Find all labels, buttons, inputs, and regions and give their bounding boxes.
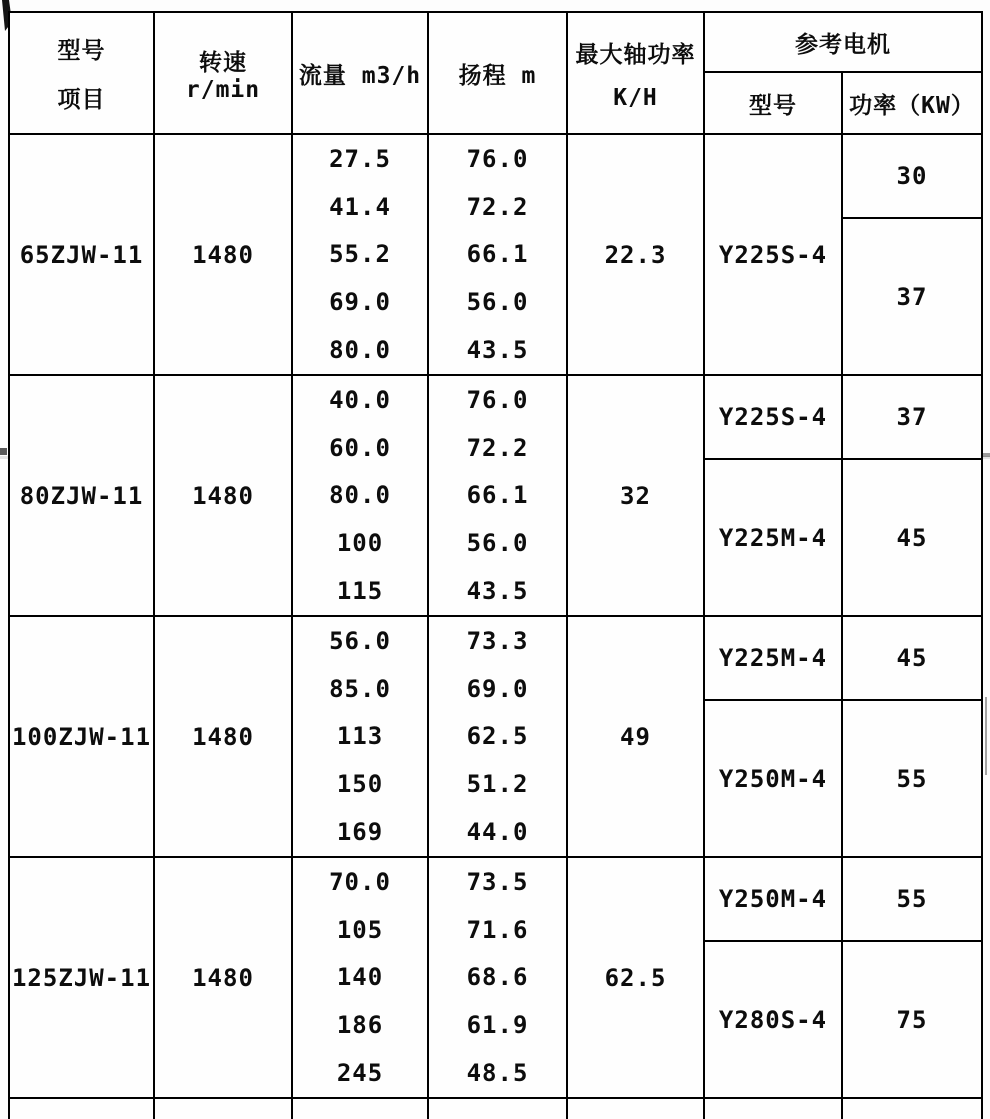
motor-power-cell	[843, 1099, 983, 1119]
head-value: 71.6	[466, 915, 529, 944]
motor-power-value: 55	[843, 858, 981, 942]
motor-model-cell	[705, 858, 843, 1097]
motor-model-value: Y250M-4	[705, 858, 841, 942]
head-list	[429, 376, 568, 615]
head-value: 43.5	[466, 577, 529, 606]
head-value: 73.5	[466, 867, 529, 896]
head-value: 66.1	[466, 240, 529, 269]
pump-group-row	[10, 376, 983, 617]
pump-model: 125ZJW-11	[10, 858, 155, 1097]
header-head: 扬程 m	[429, 13, 568, 135]
scan-dash-left	[0, 448, 7, 455]
flow-value: 69.0	[329, 288, 391, 317]
pump-group-row-partial	[10, 1099, 983, 1119]
flow-list	[293, 858, 429, 1097]
motor-model-value: Y225M-4	[718, 523, 828, 552]
head-value: 66.1	[466, 481, 529, 510]
max-power: 62.5	[568, 858, 705, 1097]
head-value: 76.0	[466, 144, 529, 173]
flow-value: 27.5	[329, 144, 391, 173]
head-list	[429, 1099, 568, 1119]
flow-value: 60.0	[329, 433, 391, 462]
speed: 1480	[155, 135, 293, 374]
header-max-power	[568, 13, 705, 135]
table-body	[10, 135, 983, 1119]
head-value: 62.5	[466, 722, 529, 751]
flow-list	[293, 617, 429, 856]
motor-model-cell	[705, 617, 843, 856]
flow-list	[293, 135, 429, 374]
pump-group-row	[10, 617, 983, 858]
motor-power-cell	[843, 858, 983, 1097]
flow-value: 245	[336, 1059, 384, 1088]
max-power: 22.3	[568, 135, 705, 374]
head-value: 72.2	[466, 192, 529, 221]
motor-power-value: 37	[896, 282, 928, 311]
scan-streak-vertical	[985, 697, 987, 775]
motor-power-cell	[843, 617, 983, 856]
head-value: 61.9	[466, 1011, 529, 1040]
flow-value: 100	[336, 529, 384, 558]
speed	[155, 1099, 293, 1119]
flow-value: 55.2	[329, 240, 391, 269]
flow-value: 85.0	[329, 674, 391, 703]
max-power: 32	[568, 376, 705, 615]
flow-value: 105	[336, 915, 384, 944]
flow-list	[293, 1099, 429, 1119]
motor-power-value: 55	[896, 764, 928, 793]
max-power: 49	[568, 617, 705, 856]
header-motor-power: 功率（KW）	[843, 73, 983, 135]
pump-spec-table	[8, 11, 983, 1119]
head-value: 44.0	[466, 818, 529, 847]
head-value: 48.5	[466, 1059, 529, 1088]
pump-group-row	[10, 135, 983, 376]
header-ref-motor-block	[705, 13, 983, 135]
head-value: 76.0	[466, 385, 529, 414]
head-value: 56.0	[466, 288, 529, 317]
speed: 1480	[155, 617, 293, 856]
flow-value: 56.0	[329, 626, 391, 655]
pump-group-row	[10, 858, 983, 1099]
motor-model-value: Y250M-4	[718, 764, 828, 793]
header-flow: 流量 m3/h	[293, 13, 429, 135]
motor-model-cell	[705, 376, 843, 615]
flow-value: 41.4	[329, 192, 391, 221]
head-list	[429, 135, 568, 374]
header-max-power-unit: K/H	[613, 84, 658, 111]
head-list	[429, 617, 568, 856]
motor-model-cell	[705, 1099, 843, 1119]
flow-value: 80.0	[329, 481, 391, 510]
motor-power-value: 45	[843, 617, 981, 701]
flow-value: 40.0	[329, 385, 391, 414]
pump-model: 100ZJW-11	[10, 617, 155, 856]
motor-power-value: 45	[896, 523, 928, 552]
motor-power-cell	[843, 135, 983, 374]
flow-value: 80.0	[329, 336, 391, 365]
motor-power-cell	[843, 376, 983, 615]
motor-power-value: 75	[896, 1005, 928, 1034]
header-ref-motor-subrow	[705, 73, 983, 135]
pump-model: 80ZJW-11	[10, 376, 155, 615]
speed: 1480	[155, 376, 293, 615]
flow-value: 150	[336, 770, 384, 799]
speed: 1480	[155, 858, 293, 1097]
motor-power-value: 37	[843, 376, 981, 460]
flow-value: 70.0	[329, 867, 391, 896]
head-value: 72.2	[466, 433, 529, 462]
head-value: 56.0	[466, 529, 529, 558]
pump-model	[10, 1099, 155, 1119]
motor-model-value: Y280S-4	[718, 1005, 828, 1034]
table-header	[10, 13, 983, 135]
flow-list	[293, 376, 429, 615]
head-value: 51.2	[466, 770, 529, 799]
motor-model-value: Y225S-4	[705, 376, 841, 460]
max-power	[568, 1099, 705, 1119]
motor-model-value: Y225S-4	[718, 240, 828, 269]
head-value: 43.5	[466, 336, 529, 365]
motor-model-value: Y225M-4	[705, 617, 841, 701]
header-ref-motor: 参考电机	[705, 13, 983, 73]
header-model-label: 型号	[57, 38, 106, 64]
head-value: 73.3	[466, 626, 529, 655]
motor-model-cell	[705, 135, 843, 374]
flow-value: 113	[336, 722, 384, 751]
header-item-label: 项目	[57, 87, 106, 113]
flow-value: 115	[336, 577, 384, 606]
head-value: 68.6	[466, 963, 529, 992]
header-max-power-top: 最大轴功率	[575, 41, 696, 68]
head-list	[429, 858, 568, 1097]
header-motor-model: 型号	[705, 73, 843, 135]
flow-value: 140	[336, 963, 384, 992]
pump-model: 65ZJW-11	[10, 135, 155, 374]
header-speed: 转速 r/min	[155, 13, 293, 135]
flow-value: 186	[336, 1011, 384, 1040]
header-model-item	[10, 13, 155, 135]
motor-power-value: 30	[843, 135, 981, 219]
flow-value: 169	[336, 818, 384, 847]
head-value: 69.0	[466, 674, 529, 703]
